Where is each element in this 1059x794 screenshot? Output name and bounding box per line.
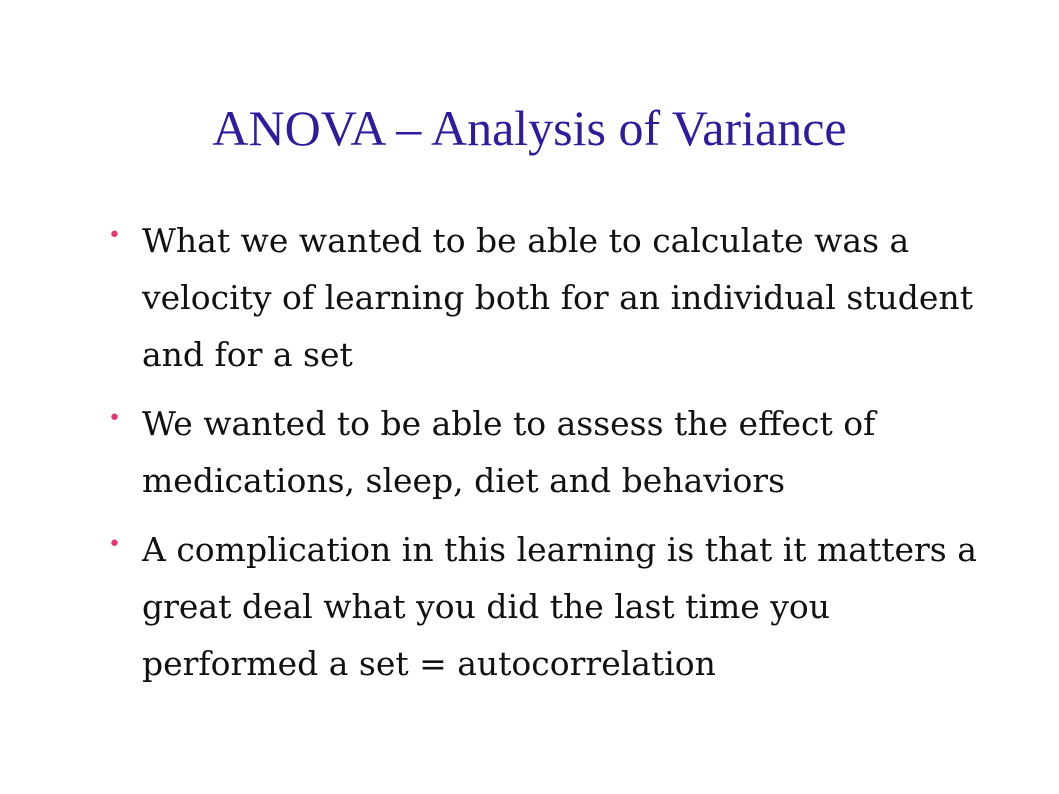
bullet-text: A complication in this learning is that it matters a great deal what you did the last time you performed a set = autocorrelation xyxy=(142,530,977,683)
bullet-item-2 xyxy=(108,395,1008,509)
bullet-icon: • xyxy=(108,223,121,248)
slide-title: ANOVA – Analysis of Variance xyxy=(212,100,847,156)
bullet-text: We wanted to be able to assess the effect of medications, sleep, diet and behaviors xyxy=(142,404,876,500)
bullet-icon: • xyxy=(108,532,121,557)
bullet-icon: • xyxy=(108,406,121,431)
bullet-list xyxy=(108,212,1008,704)
bullet-text: What we wanted to be able to calculate was a velocity of learning both for an individual student and for a set xyxy=(142,221,973,374)
bullet-item-1 xyxy=(108,212,1008,383)
bullet-item-3 xyxy=(108,521,1008,692)
